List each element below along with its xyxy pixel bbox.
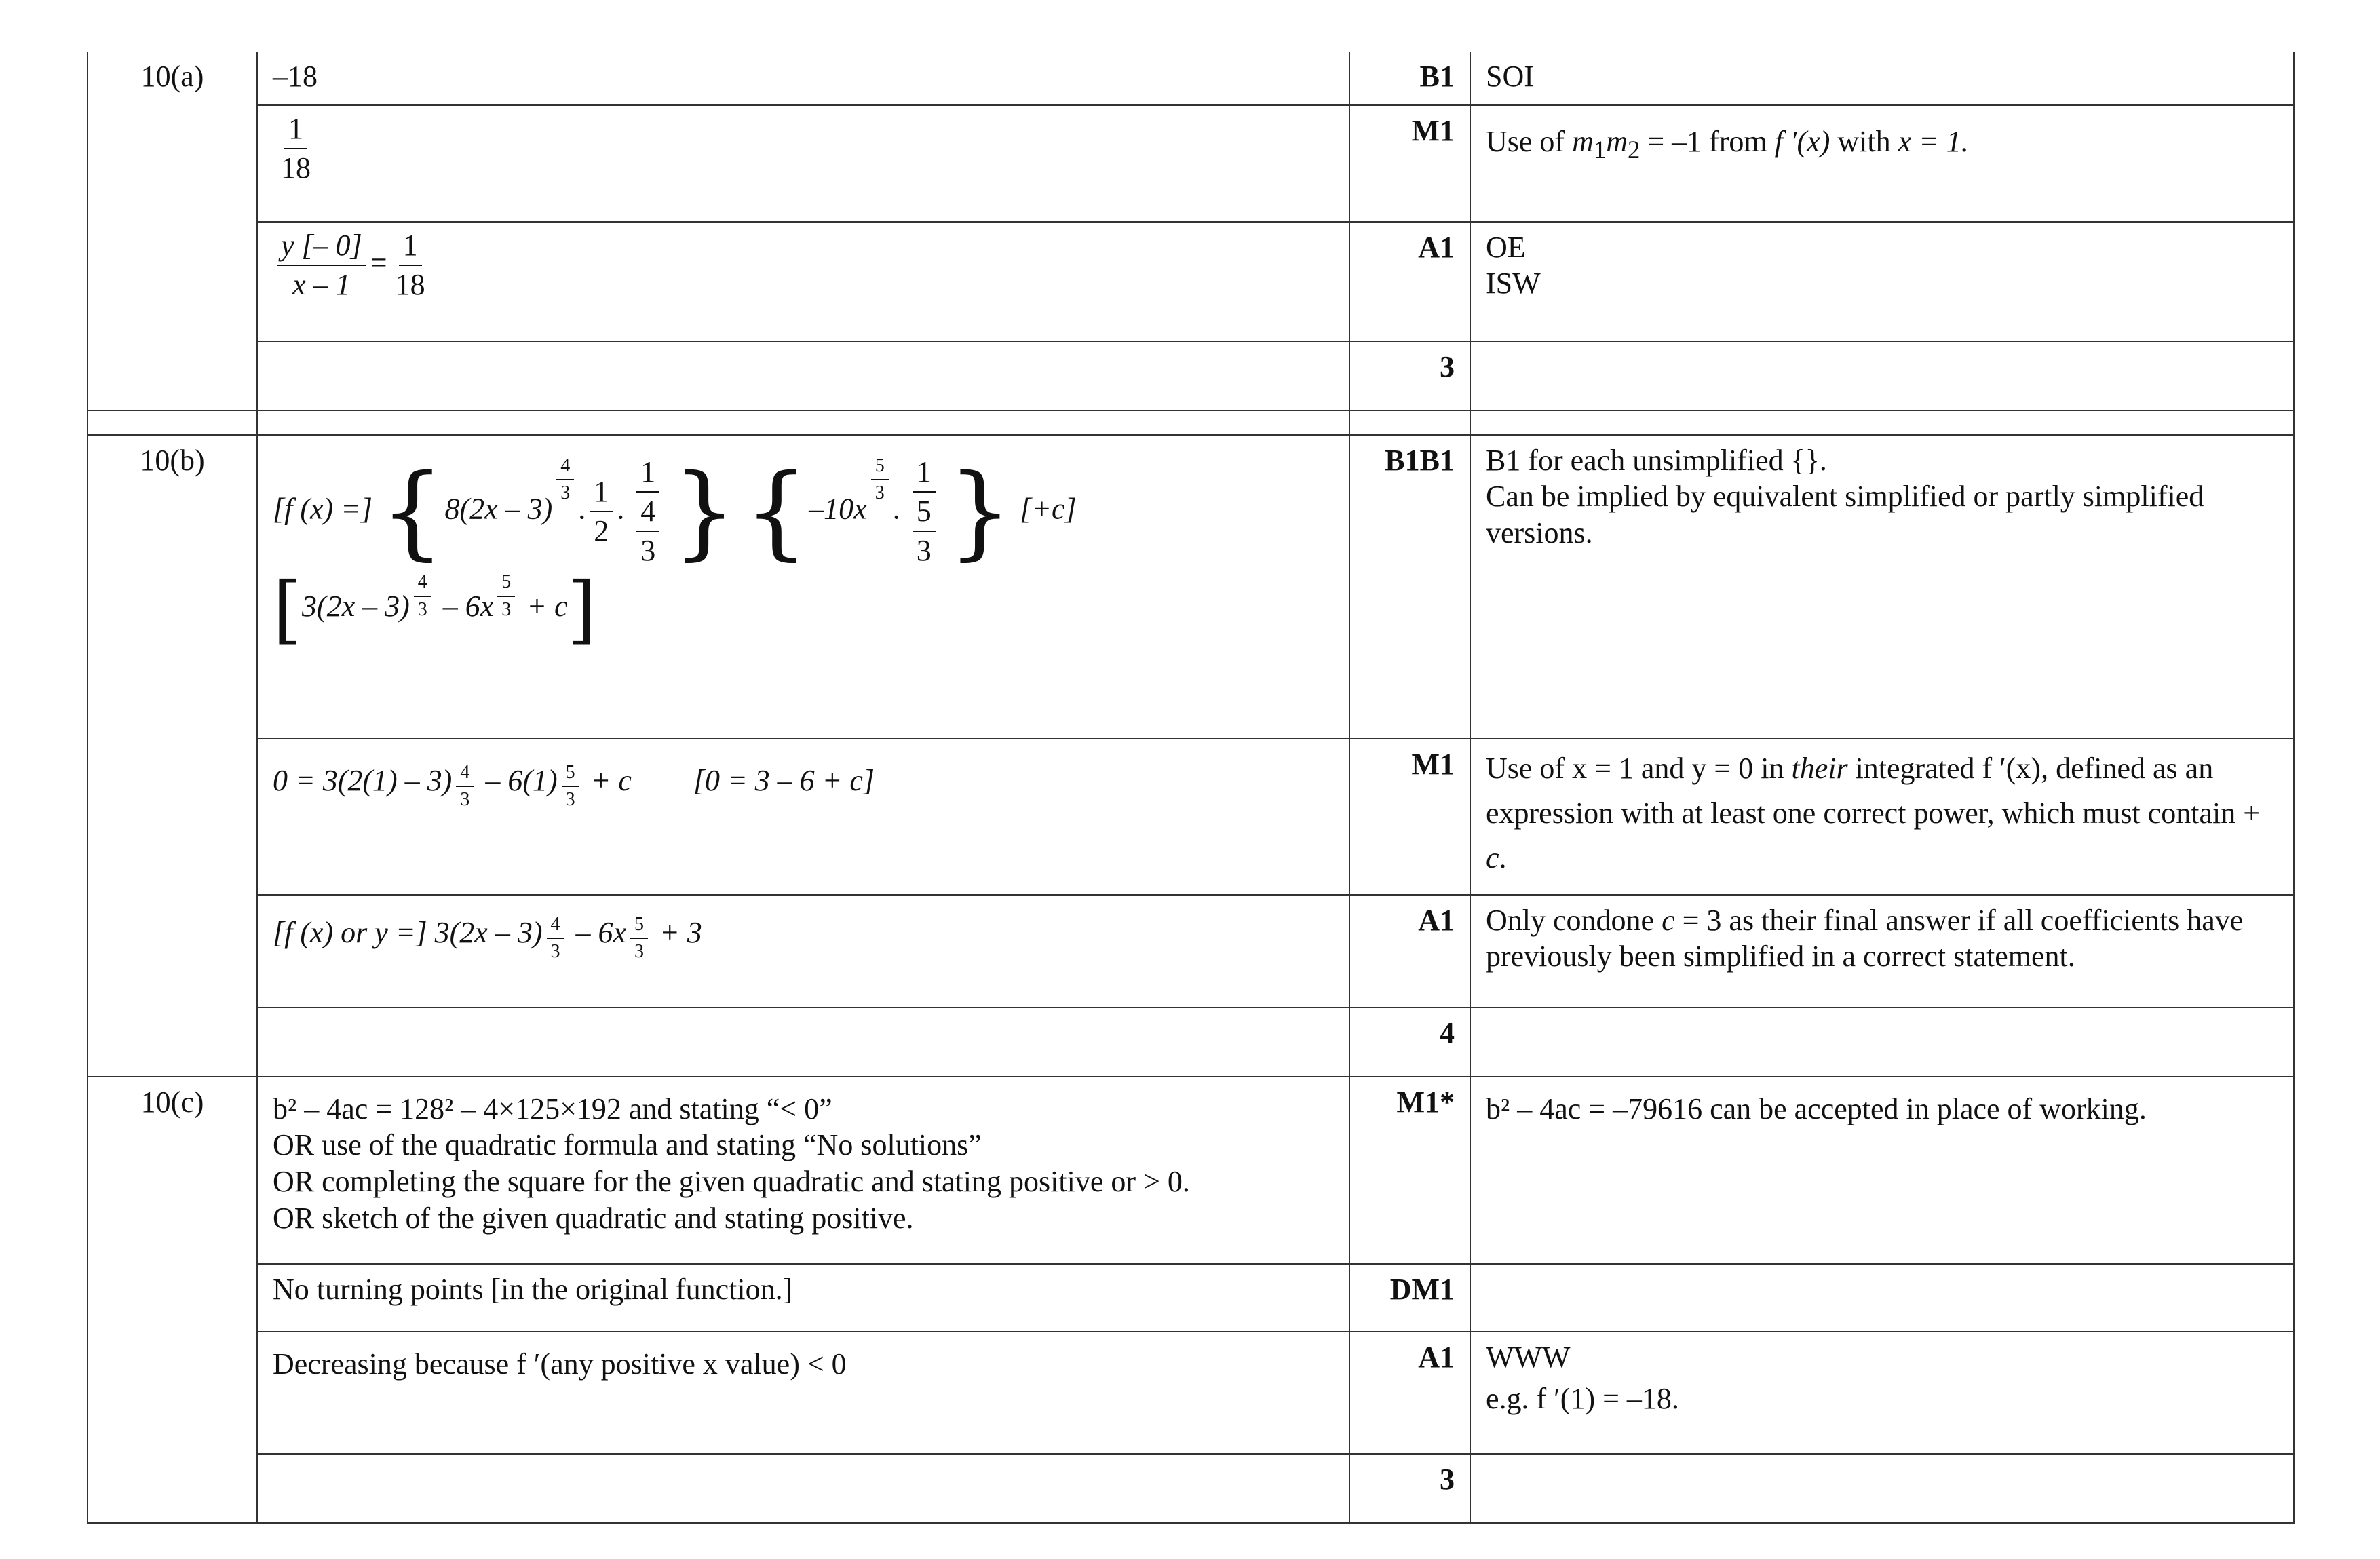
guidance-cell: WWW e.g. f ′(1) = –18. — [1470, 1332, 2294, 1454]
guidance-cell: OE ISW — [1470, 222, 2294, 341]
total-marks: 3 — [1349, 341, 1470, 410]
table-row — [88, 341, 2294, 410]
table-row — [88, 1332, 2294, 1454]
answer-cell: b² – 4ac = 128² – 4×125×192 and stating “< 0” OR use of the quadratic formula and stating “No solutions” OR completing the square for the given quadratic and stating positive or > 0. OR sketch of the given quadratic and stating positive. — [257, 1077, 1349, 1264]
table-row — [88, 895, 2294, 1007]
mark-cell: B1B1 — [1349, 435, 1470, 739]
table-row — [88, 52, 2294, 105]
mark-cell: A1 — [1349, 1332, 1470, 1454]
answer-cell: [f (x) or y =] 3(2x – 3) $\frac{4}{3}$ – 6x $\frac{5}{3}$ + 3 — [257, 895, 1349, 1007]
mark-cell: A1 — [1349, 222, 1470, 341]
guidance-cell: b² – 4ac = –79616 can be accepted in place of working. — [1470, 1077, 2294, 1264]
mark-cell: M1 — [1349, 105, 1470, 222]
guidance-cell: B1 for each unsimplified {}. Can be implied by equivalent simplified or partly simplified versions. — [1470, 435, 2294, 739]
answer-cell: –18 — [257, 52, 1349, 105]
guidance-cell: Only condone c = 3 as their final answer if all coefficients have previously been simplified in a correct statement. — [1470, 895, 2294, 1007]
table-row — [88, 1007, 2294, 1077]
mark-scheme-table — [87, 52, 2295, 1524]
fraction: $\frac{1}{18}$ — [395, 228, 425, 302]
section-separator — [88, 410, 2294, 435]
total-marks: 4 — [1349, 1007, 1470, 1077]
answer-cell — [257, 105, 1349, 222]
table-row — [88, 1264, 2294, 1332]
mark-cell: M1* — [1349, 1077, 1470, 1264]
fraction: $\frac{1}{18}$ — [281, 111, 311, 185]
guidance-cell — [1470, 1264, 2294, 1332]
question-number: 10(c) — [88, 1077, 257, 1523]
table-row — [88, 1077, 2294, 1264]
question-number: 10(a) — [88, 52, 257, 410]
answer-cell: Decreasing because f ′(any positive x value) < 0 — [257, 1332, 1349, 1454]
table-row — [88, 1454, 2294, 1523]
guidance-cell: SOI — [1470, 52, 2294, 105]
answer-cell: $\frac{y [- 0]}{x - 1}$ = $\frac{1}{18}$ — [257, 222, 1349, 341]
integration-line-1: [f (x) =] {8(2x – 3) $\frac{4}{3}$ . $\frac{1}{2}$ . $\frac{1}{\frac{4}{3}}$ } {–10x $\frac{5}{3}$ . $\frac{1}{\frac{5}{3}}$ } [+c] — [273, 453, 1077, 571]
guidance-cell: Use of x = 1 and y = 0 in their integrated f ′(x), defined as an expression with at least one correct power, which must contain + c. — [1470, 739, 2294, 895]
answer-cell — [257, 435, 1349, 739]
table-row — [88, 435, 2294, 739]
table-row — [88, 105, 2294, 222]
guidance-cell: Use of $m_1m_2 = -1$ from f ′(x) with x = 1. — [1470, 105, 2294, 222]
answer-cell: No turning points [in the original function.] — [257, 1264, 1349, 1332]
mark-cell: M1 — [1349, 739, 1470, 895]
total-marks: 3 — [1349, 1454, 1470, 1523]
question-number: 10(b) — [88, 435, 257, 1077]
table-row — [88, 222, 2294, 341]
mark-cell: B1 — [1349, 52, 1470, 105]
mark-cell: A1 — [1349, 895, 1470, 1007]
table-row — [88, 739, 2294, 895]
fraction: $\frac{y [- 0]}{x - 1}$ — [277, 229, 366, 302]
integration-line-2: [3(2x – 3) $\frac{4}{3}$ – 6x $\frac{5}{3}$ + c] — [273, 565, 597, 653]
answer-cell: 0 = 3(2(1) – 3) $\frac{4}{3}$ – 6(1) $\frac{5}{3}$ + c [0 = 3 – 6 + c] — [257, 739, 1349, 895]
mark-cell: DM1 — [1349, 1264, 1470, 1332]
